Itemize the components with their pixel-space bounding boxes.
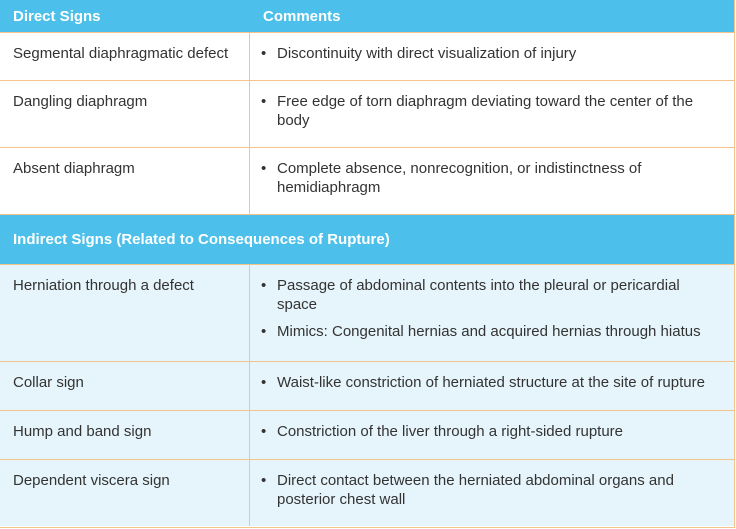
header-direct-signs: Direct Signs bbox=[13, 7, 101, 25]
table-row bbox=[0, 264, 734, 361]
comment-cell bbox=[250, 148, 734, 214]
bullet-icon: • bbox=[261, 93, 267, 110]
comment-cell bbox=[250, 81, 734, 147]
list-item: • Waist-like constriction of herniated structure at the site of rupture bbox=[261, 374, 705, 391]
table-row bbox=[0, 361, 734, 410]
sign-cell: Segmental diaphragmatic defect bbox=[0, 33, 250, 80]
comment-cell bbox=[250, 460, 734, 526]
sign-cell: Hump and band sign bbox=[0, 411, 250, 459]
table-row bbox=[0, 410, 734, 459]
comment-cell bbox=[250, 411, 734, 459]
bullet-icon: • bbox=[261, 374, 267, 391]
sign-cell: Absent diaphragm bbox=[0, 148, 250, 214]
comment-cell bbox=[250, 265, 734, 361]
indirect-signs-header bbox=[0, 214, 734, 264]
list-item: • Free edge of torn diaphragm deviating toward the center of the body bbox=[261, 93, 694, 129]
bullet-icon: • bbox=[261, 277, 267, 294]
sign-cell: Dangling diaphragm bbox=[0, 81, 250, 147]
table-header bbox=[0, 0, 734, 32]
table-row bbox=[0, 80, 734, 147]
bullet-icon: • bbox=[261, 323, 267, 340]
list-item: • Direct contact between the herniated abdominal organs and posterior chest wall bbox=[261, 472, 674, 508]
sign-cell: Dependent viscera sign bbox=[0, 460, 250, 526]
header-comments: Comments bbox=[263, 7, 341, 25]
bullet-icon: • bbox=[261, 45, 267, 62]
indirect-signs-title: Indirect Signs (Related to Consequences of Rupture) bbox=[13, 230, 390, 248]
list-item: • Discontinuity with direct visualization of injury bbox=[261, 45, 577, 62]
list-item: • Constriction of the liver through a right-sided rupture bbox=[261, 423, 624, 440]
list-item: • Mimics: Congenital hernias and acquired hernias through hiatus bbox=[261, 323, 701, 340]
bullet-icon: • bbox=[261, 423, 267, 440]
sign-cell: Collar sign bbox=[0, 362, 250, 410]
bullet-icon: • bbox=[261, 160, 267, 177]
list-item: • Passage of abdominal contents into the pleural or pericardial space bbox=[261, 277, 680, 313]
table-row bbox=[0, 147, 734, 214]
comment-cell bbox=[250, 33, 734, 80]
table-row bbox=[0, 32, 734, 80]
comment-cell bbox=[250, 362, 734, 410]
table-row bbox=[0, 459, 734, 526]
bullet-icon: • bbox=[261, 472, 267, 489]
sign-cell: Herniation through a defect bbox=[0, 265, 250, 361]
list-item: • Complete absence, nonrecognition, or indistinctness of hemidiaphragm bbox=[261, 160, 642, 196]
